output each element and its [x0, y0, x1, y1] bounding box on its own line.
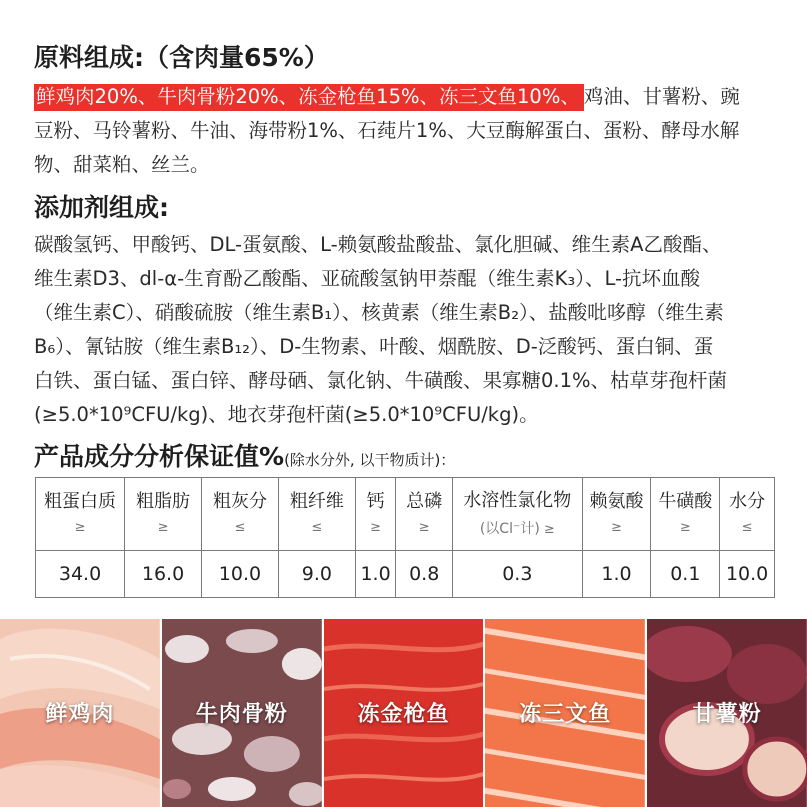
analysis-value-cell: 9.0 [278, 551, 355, 598]
analysis-header-row [36, 478, 775, 551]
comparison-symbol: ≥ [543, 521, 555, 537]
analysis-header-cell [202, 478, 279, 551]
analysis-header-cell [278, 478, 355, 551]
nutrient-name: 钙 [366, 491, 385, 512]
photo-chicken [0, 619, 160, 807]
additive-line: （维生素C）、硝酸硫胺（维生素B₁）、核黄素（维生素B₂）、盐酸吡哆醇（维生素 [34, 301, 724, 324]
additive-line: 维生素D3、dl-α-生育酚乙酸酯、亚硫酸氢钠甲萘醌（维生素K₃）、L-抗坏血酸 [34, 267, 701, 290]
analysis-heading [34, 437, 455, 473]
raw-ingredients-text [34, 80, 784, 182]
photo-label: 牛肉骨粉 [195, 702, 288, 727]
comparison-symbol: ≥ [74, 520, 86, 535]
analysis-value-row [36, 551, 775, 598]
analysis-header-cell [651, 478, 720, 551]
analysis-header-cell [453, 478, 583, 551]
raw-line-1-rest: 鸡油、甘薯粉、豌 [583, 85, 740, 108]
analysis-value-cell: 0.1 [651, 551, 720, 598]
comparison-symbol: ≥ [157, 520, 169, 535]
analysis-note: (除水分外, 以干物质计)： [284, 451, 456, 469]
nutrient-name: 粗蛋白质 [44, 491, 117, 512]
photo-label: 冻金枪鱼 [357, 702, 450, 727]
ingredient-photo-strip [0, 619, 807, 807]
analysis-header-cell [582, 478, 651, 551]
nutrient-basis: (以Cl⁻计) [479, 520, 540, 537]
analysis-title: 产品成分分析保证值% [34, 442, 285, 471]
analysis-value-cell: 10.0 [202, 551, 279, 598]
photo-label: 冻三文鱼 [519, 702, 612, 727]
additives-text [34, 228, 784, 432]
additive-line: 碳酸氢钙、甲酸钙、DL-蛋氨酸、L-赖氨酸盐酸盐、氯化胆碱、维生素A乙酸酯、 [34, 233, 722, 256]
nutrient-name: 牛磺酸 [658, 491, 713, 512]
comparison-symbol: ≥ [418, 520, 430, 535]
comparison-symbol: ≤ [234, 520, 246, 535]
nutrient-name: 水溶性氯化物 [463, 489, 572, 511]
comparison-symbol: ≤ [741, 520, 753, 535]
analysis-value-cell: 1.0 [582, 551, 651, 598]
photo-sweet-potato [647, 619, 807, 807]
analysis-header-cell [720, 478, 775, 551]
comparison-symbol: ≤ [311, 520, 323, 535]
analysis-value-cell: 0.3 [453, 551, 583, 598]
analysis-header-cell [355, 478, 395, 551]
analysis-value-cell: 10.0 [720, 551, 775, 598]
analysis-value-cell: 34.0 [36, 551, 125, 598]
highlighted-ingredients: 鲜鸡肉20%、牛肉骨粉20%、冻金枪鱼15%、冻三文鱼10%、 [34, 84, 584, 111]
analysis-value-cell: 16.0 [125, 551, 202, 598]
additives-heading: 添加剂组成: [34, 193, 169, 222]
photo-beef-bone [162, 619, 322, 807]
photo-tuna [324, 619, 484, 807]
additive-line: (≥5.0*10⁹CFU/kg)、地衣芽孢杆菌(≥5.0*10⁹CFU/kg)。 [34, 403, 539, 426]
comparison-symbol: ≥ [611, 520, 622, 535]
analysis-header-cell [125, 478, 202, 551]
raw-line-3: 物、甜菜粕、丝兰。 [34, 153, 210, 176]
raw-ingredients-heading: 原料组成:（含肉量65%） [34, 43, 329, 72]
nutrient-name: 总磷 [406, 491, 443, 512]
photo-salmon [485, 619, 645, 807]
analysis-value-cell: 0.8 [396, 551, 453, 598]
raw-line-2: 豆粉、马铃薯粉、牛油、海带粉1%、石莼片1%、大豆酶解蛋白、蛋粉、酵母水解 [34, 119, 740, 142]
comparison-symbol: ≥ [370, 520, 382, 535]
analysis-table [35, 477, 775, 598]
comparison-symbol: ≥ [679, 520, 691, 535]
nutrient-name: 粗脂肪 [136, 491, 191, 512]
additive-line: B₆）、氰钴胺（维生素B₁₂）、D-生物素、叶酸、烟酰胺、D-泛酸钙、蛋白铜、蛋 [34, 335, 714, 358]
photo-label: 鲜鸡肉 [45, 702, 115, 727]
nutrient-name: 粗纤维 [289, 491, 344, 512]
nutrient-name: 赖氨酸 [589, 491, 644, 512]
analysis-header-cell [396, 478, 453, 551]
analysis-value-cell: 1.0 [355, 551, 395, 598]
photo-label: 甘薯粉 [692, 702, 762, 727]
nutrient-name: 粗灰分 [212, 491, 267, 512]
additive-line: 白铁、蛋白锰、蛋白锌、酵母硒、氯化钠、牛磺酸、果寡糖0.1%、枯草芽孢杆菌 [34, 369, 728, 392]
nutrient-name: 水分 [729, 491, 766, 512]
raw-line-1 [34, 80, 784, 114]
analysis-header-cell [36, 478, 125, 551]
